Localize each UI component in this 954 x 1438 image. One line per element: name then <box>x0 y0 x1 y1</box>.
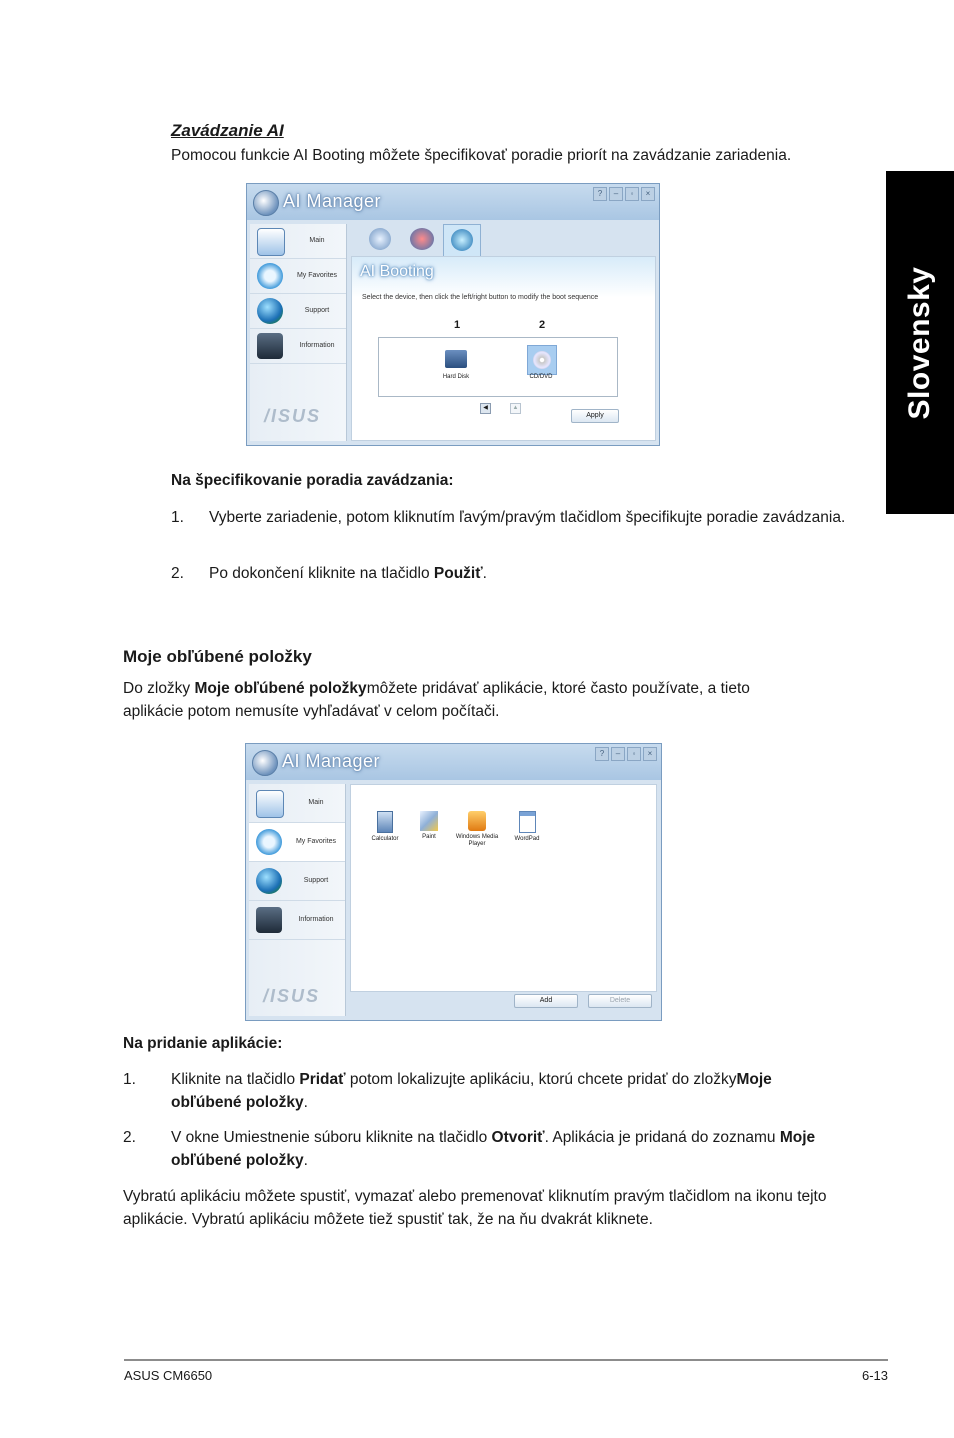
ai-manager-logo-icon <box>253 190 279 216</box>
minimize-icon[interactable]: – <box>611 747 625 761</box>
add-step-2-text: V okne Umiestnenie súboru kliknite na tlačidlo Otvoriť. Aplikácia je pridaná do zoznamu Moje obľúbené položky. <box>171 1129 816 1169</box>
support-globe-icon <box>256 868 282 894</box>
wordpad-icon <box>519 811 536 833</box>
app-wordpad[interactable]: WordPad <box>507 811 547 843</box>
add-app-subheading: Na pridanie aplikácie: <box>123 1035 283 1052</box>
favorites-panel <box>350 784 657 992</box>
my-favorites-intro: Do zložky Moje obľúbené položkymôžete pridávať aplikácie, ktoré často používate, a tieto aplikácie potom nemusíte vyhľadávať v celom počítači. <box>123 680 750 720</box>
ai-booting-tab[interactable] <box>443 224 481 257</box>
hard-disk-icon[interactable] <box>445 350 467 368</box>
sidebar-item-main[interactable]: Main <box>249 784 345 823</box>
add-step-1-number: 1. <box>123 1071 136 1088</box>
paint-icon <box>420 811 438 831</box>
ai-booting-tab-icon <box>451 229 473 251</box>
footer-model: ASUS CM6650 <box>124 1368 213 1383</box>
language-label: Slovensky <box>903 266 936 419</box>
sidebar-item-my-favorites[interactable]: My Favorites <box>249 823 345 862</box>
app-title: AI Manager <box>282 751 381 771</box>
help-icon[interactable]: ? <box>595 747 609 761</box>
add-button[interactable]: Add <box>514 994 578 1008</box>
settings-icon[interactable]: ◦ <box>627 747 641 761</box>
section-heading-ai-booting: Zavádzanie AI <box>171 121 284 140</box>
minimize-icon[interactable]: – <box>609 187 623 201</box>
my-favorites-screenshot <box>245 743 662 1021</box>
move-left-button[interactable]: ◀ <box>480 403 491 414</box>
boot-step-2-number: 2. <box>171 565 184 582</box>
app-windows-media-player[interactable]: Windows Media Player <box>453 811 501 848</box>
sidebar-item-main[interactable]: Main <box>250 224 346 259</box>
settings-icon[interactable]: ◦ <box>625 187 639 201</box>
slot-2-label: 2 <box>539 319 546 331</box>
cd-dvd-icon[interactable] <box>527 345 557 375</box>
window-titlebar <box>247 184 659 220</box>
add-step-1-text: Kliknite na tlačidlo Pridať potom lokalizujte aplikáciu, ktorú chcete pridať do zložkyMoje obľúbené položky. <box>171 1071 772 1111</box>
sidebar <box>249 784 346 1016</box>
app-paint[interactable]: Paint <box>409 811 449 841</box>
sidebar-item-support[interactable]: Support <box>250 294 346 329</box>
sidebar-item-information[interactable]: Information <box>250 329 346 364</box>
ai-booting-intro: Pomocou funkcie AI Booting môžete špecifikovať poradie priorít na zavádzanie zariadenia. <box>171 147 792 164</box>
app-calculator[interactable]: Calculator <box>363 811 407 843</box>
close-icon[interactable]: × <box>643 747 657 761</box>
app-title: AI Manager <box>283 191 382 211</box>
panel-instruction: Select the device, then click the left/right button to modify the boot sequence <box>362 294 599 301</box>
main-icon <box>257 228 285 256</box>
help-icon[interactable]: ? <box>593 187 607 201</box>
boot-step-1-text: Vyberte zariadenie, potom kliknutím ľavým/pravým tlačidlom špecifikujte poradie zavádzania. <box>209 509 846 526</box>
asus-logo: /ISUS <box>264 406 322 426</box>
panel-title: AI Booting <box>360 263 434 280</box>
apply-button[interactable]: Apply <box>571 409 619 423</box>
boot-device-list <box>378 337 618 397</box>
window-titlebar <box>246 744 661 780</box>
device-cd-dvd-label: CD/DVD <box>529 374 553 380</box>
section-heading-my-favorites: Moje obľúbené položky <box>123 647 312 666</box>
device-hard-disk-label: Hard Disk <box>442 374 470 380</box>
ai-security-tab-icon[interactable] <box>410 228 434 250</box>
slot-1-label: 1 <box>454 319 461 331</box>
my-favorites-icon <box>256 829 282 855</box>
calculator-icon <box>377 811 393 833</box>
sidebar-item-my-favorites[interactable]: My Favorites <box>250 259 346 294</box>
move-right-button[interactable]: ▲ <box>510 403 521 414</box>
boot-step-1-number: 1. <box>171 509 184 526</box>
outro-paragraph: Vybratú aplikáciu môžete spustiť, vymazať alebo premenovať kliknutím pravým tlačidlom na ikonu tejto aplikácie. Vybratú aplikáciu môžete tiež spustiť tak, že na ňu dvakrát kliknete. <box>123 1188 827 1228</box>
boot-step-2-text: Po dokončení kliknite na tlačidlo Použiť. <box>209 565 487 582</box>
media-player-icon <box>468 811 486 831</box>
my-favorites-icon <box>257 263 283 289</box>
boot-order-subheading: Na špecifikovanie poradia zavádzania: <box>171 472 454 489</box>
page-number: 6-13 <box>861 1368 888 1383</box>
information-monitor-icon <box>256 907 282 933</box>
asus-logo: /ISUS <box>263 986 321 1006</box>
language-side-tab <box>886 171 954 514</box>
sidebar-item-support[interactable]: Support <box>249 862 345 901</box>
ai-disk-tab-icon[interactable] <box>369 228 391 250</box>
main-icon <box>256 790 284 818</box>
ai-booting-panel <box>351 256 656 441</box>
sidebar-item-information[interactable]: Information <box>249 901 345 940</box>
add-step-2-number: 2. <box>123 1129 136 1146</box>
sidebar <box>250 224 347 441</box>
footer-divider <box>124 1359 888 1361</box>
support-globe-icon <box>257 298 283 324</box>
information-monitor-icon <box>257 333 283 359</box>
ai-booting-screenshot <box>246 183 660 446</box>
delete-button[interactable]: Delete <box>588 994 652 1008</box>
ai-manager-logo-icon <box>252 750 278 776</box>
close-icon[interactable]: × <box>641 187 655 201</box>
